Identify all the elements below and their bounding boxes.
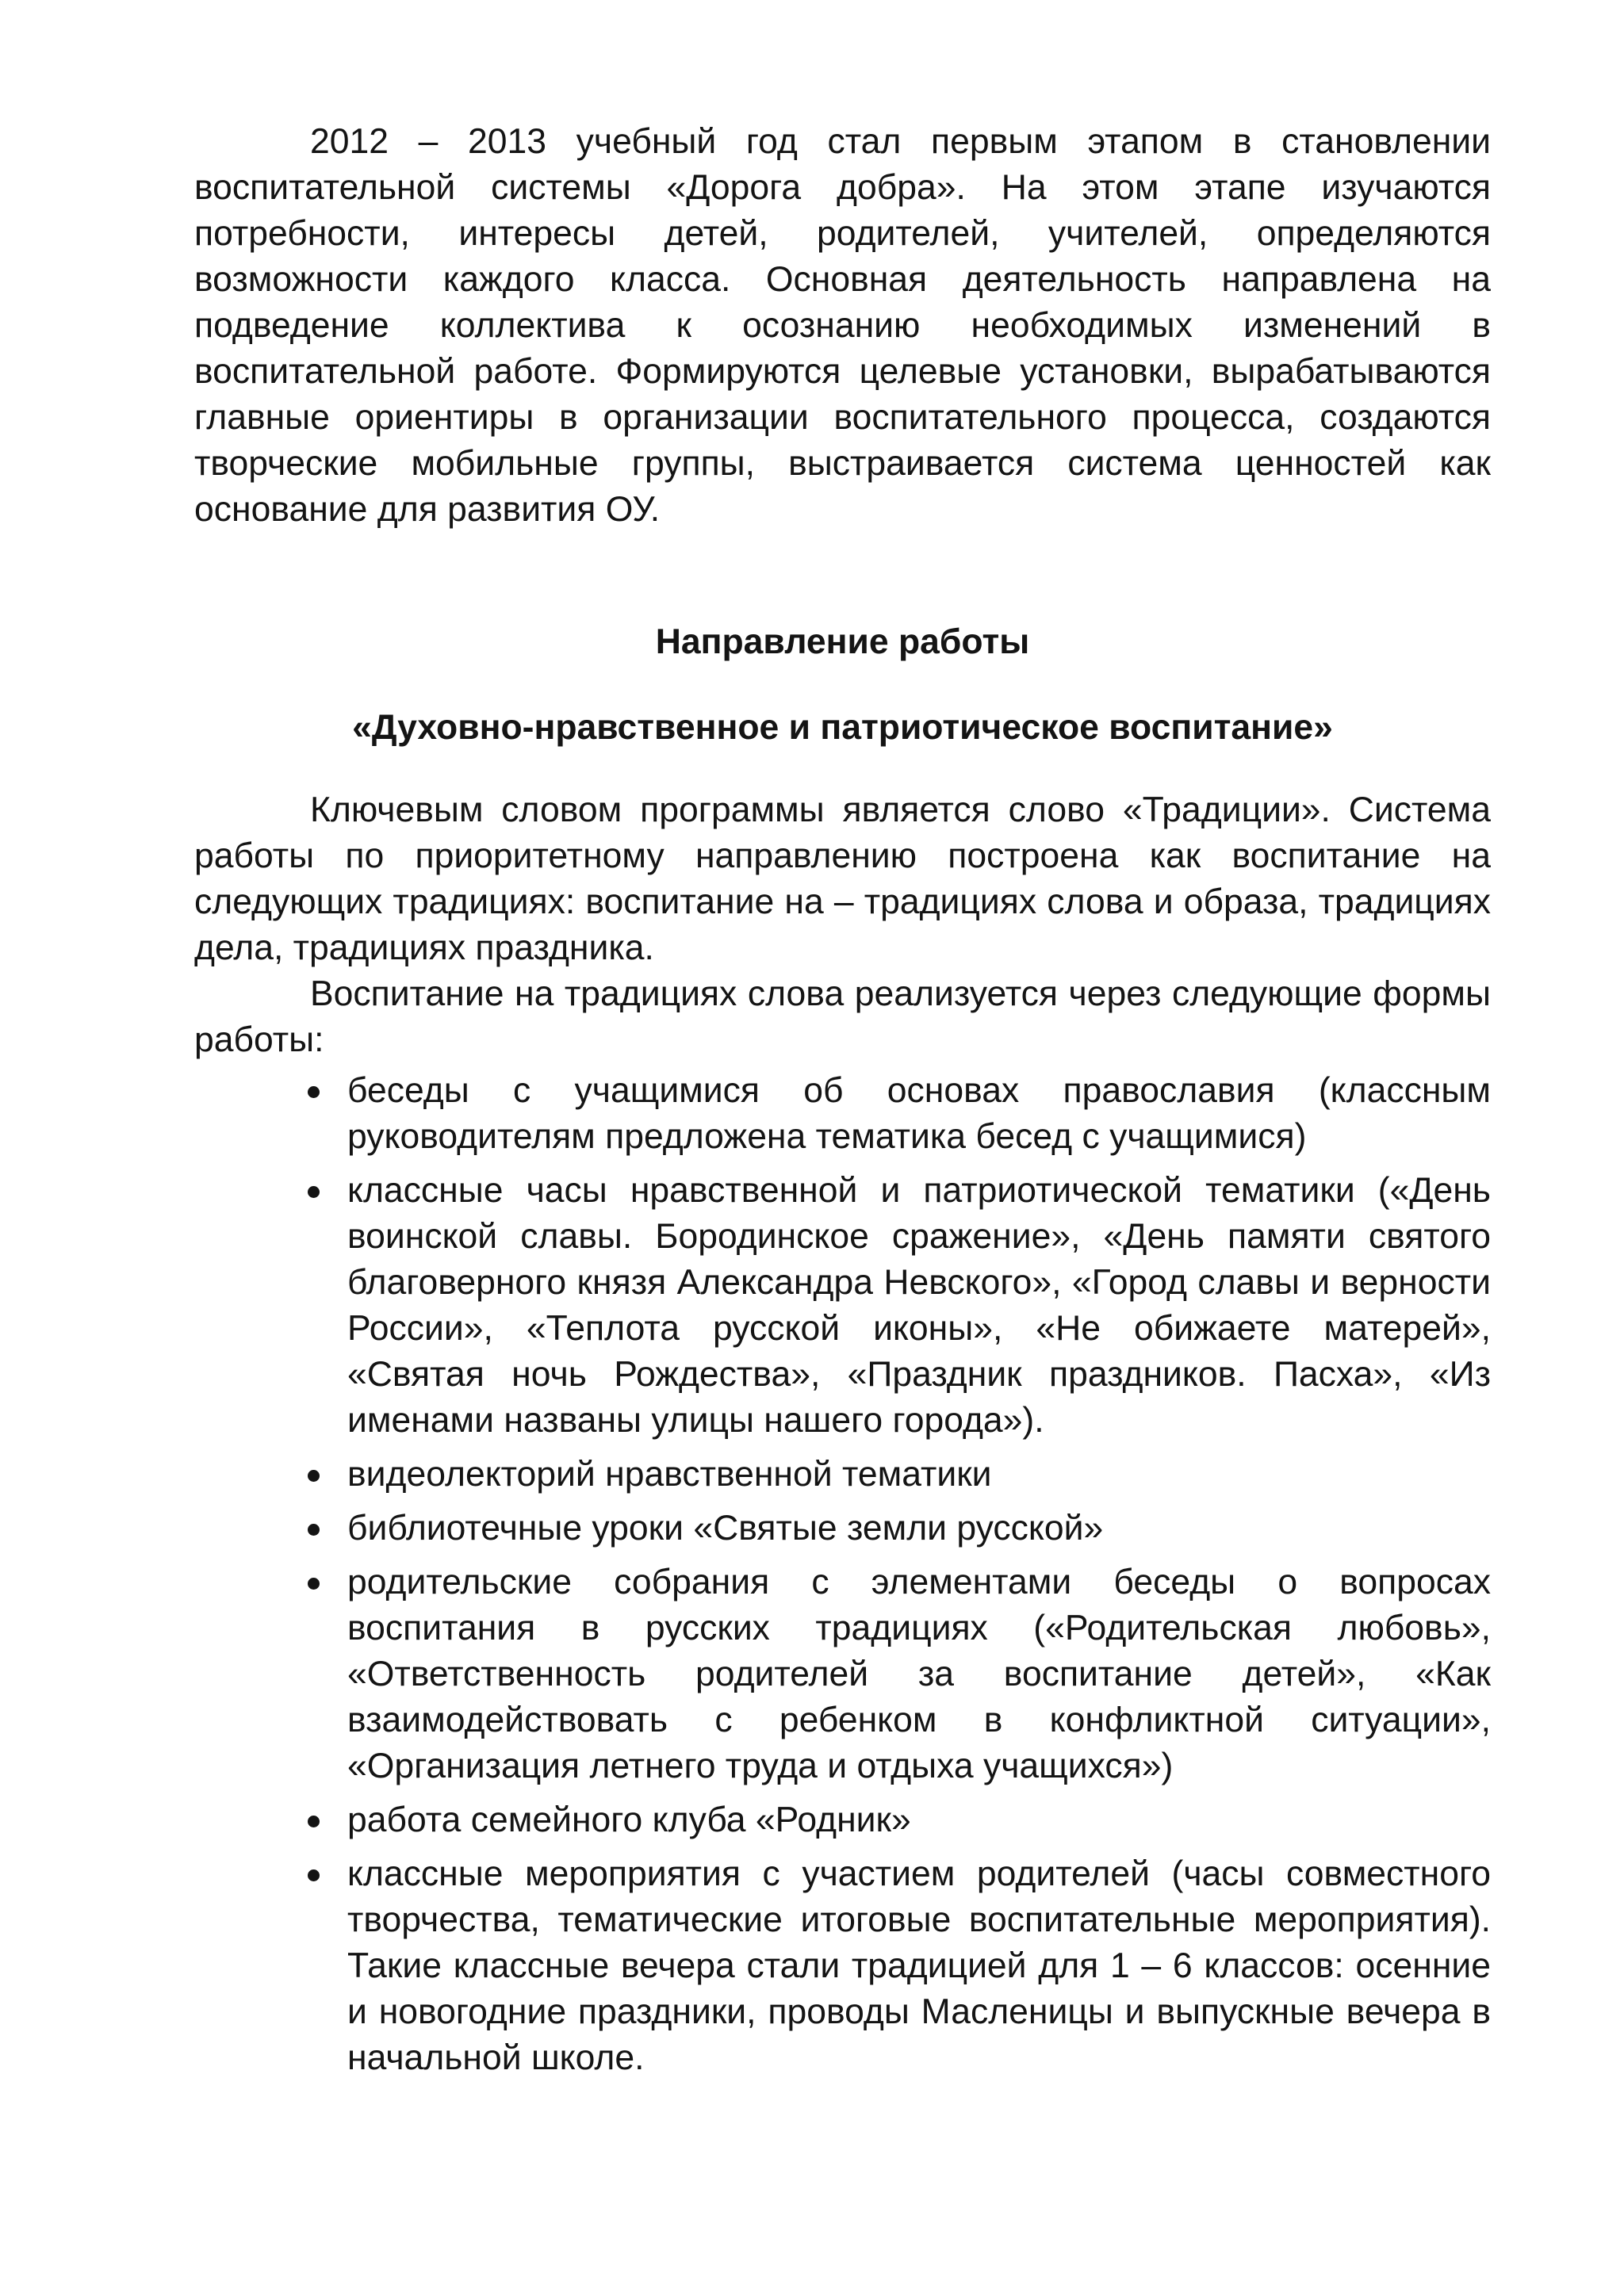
- list-item-text: беседы с учащимися об основах православия (классным руководителям предложена тематика бесед с учащимися): [347, 1071, 1491, 1156]
- list-item: [347, 1506, 1491, 1552]
- list-item-text: классные мероприятия с участием родителей (часы совместного творчества, тематические итоговые воспитательные мероприятия). Такие классные вечера стали традицией для 1 – 6 классов: осенние и новогодние праздники, проводы Масленицы и выпускные вечера в начальной школе.: [347, 1854, 1491, 2077]
- bullet-icon: [308, 1186, 320, 1198]
- list-item: [347, 1559, 1491, 1789]
- list-item: [347, 1068, 1491, 1160]
- bullet-icon: [308, 1086, 320, 1098]
- section-subheading: «Духовно-нравственное и патриотическое воспитание»: [352, 708, 1333, 747]
- traditions-paragraph: Ключевым словом программы является слово «Традиции». Система работы по приоритетному направлению построена как воспитание на следующих традициях: воспитание на – традициях слова и образа, традициях дела, традициях праздника.: [194, 790, 1491, 967]
- bullet-icon: [308, 1470, 320, 1482]
- bullet-icon: [308, 1816, 320, 1827]
- forms-list: [194, 1068, 1491, 2081]
- list-item: [347, 1168, 1491, 1444]
- bullet-icon: [308, 1869, 320, 1881]
- bullet-icon: [308, 1578, 320, 1590]
- forms-paragraph: Воспитание на традициях слова реализуется через следующие формы работы:: [194, 974, 1491, 1059]
- list-item-text: видеолекторий нравственной тематики: [347, 1455, 992, 1494]
- list-item: [347, 1797, 1491, 1843]
- list-item-text: работа семейного клуба «Родник»: [347, 1800, 911, 1839]
- list-item: [347, 1851, 1491, 2081]
- section-heading: Направление работы: [655, 622, 1030, 661]
- bullet-icon: [308, 1524, 320, 1536]
- list-item: [347, 1452, 1491, 1498]
- intro-paragraph: 2012 – 2013 учебный год стал первым этапом в становлении воспитательной системы «Дорога добра». На этом этапе изучаются потребности, интересы детей, родителей, учителей, определяются возможности каждого класса. Основная деятельность направлена на подведение коллектива к осознанию необходимых изменений в воспитательной работе. Формируются целевые установки, вырабатываются главные ориентиры в организации воспитательного процесса, создаются творческие мобильные группы, выстраивается система ценностей как основание для развития ОУ.: [194, 122, 1491, 529]
- list-item-text: родительские собрания с элементами беседы о вопросах воспитания в русских традициях («Родительская любовь», «Ответственность родителей за воспитание детей», «Как взаимодействовать с ребенком в конфликтной ситуации», «Организация летнего труда и отдыха учащихся»): [347, 1563, 1491, 1785]
- list-item-text: классные часы нравственной и патриотической тематики («День воинской славы. Бородинское сражение», «День памяти святого благоверного князя Александра Невского», «Город славы и верности России», «Теплота русской иконы», «Не обижаете матерей», «Святая ночь Рождества», «Праздник праздников. Пасха», «Из именами названы улицы нашего города»).: [347, 1171, 1491, 1440]
- list-item-text: библиотечные уроки «Святые земли русской»: [347, 1509, 1104, 1548]
